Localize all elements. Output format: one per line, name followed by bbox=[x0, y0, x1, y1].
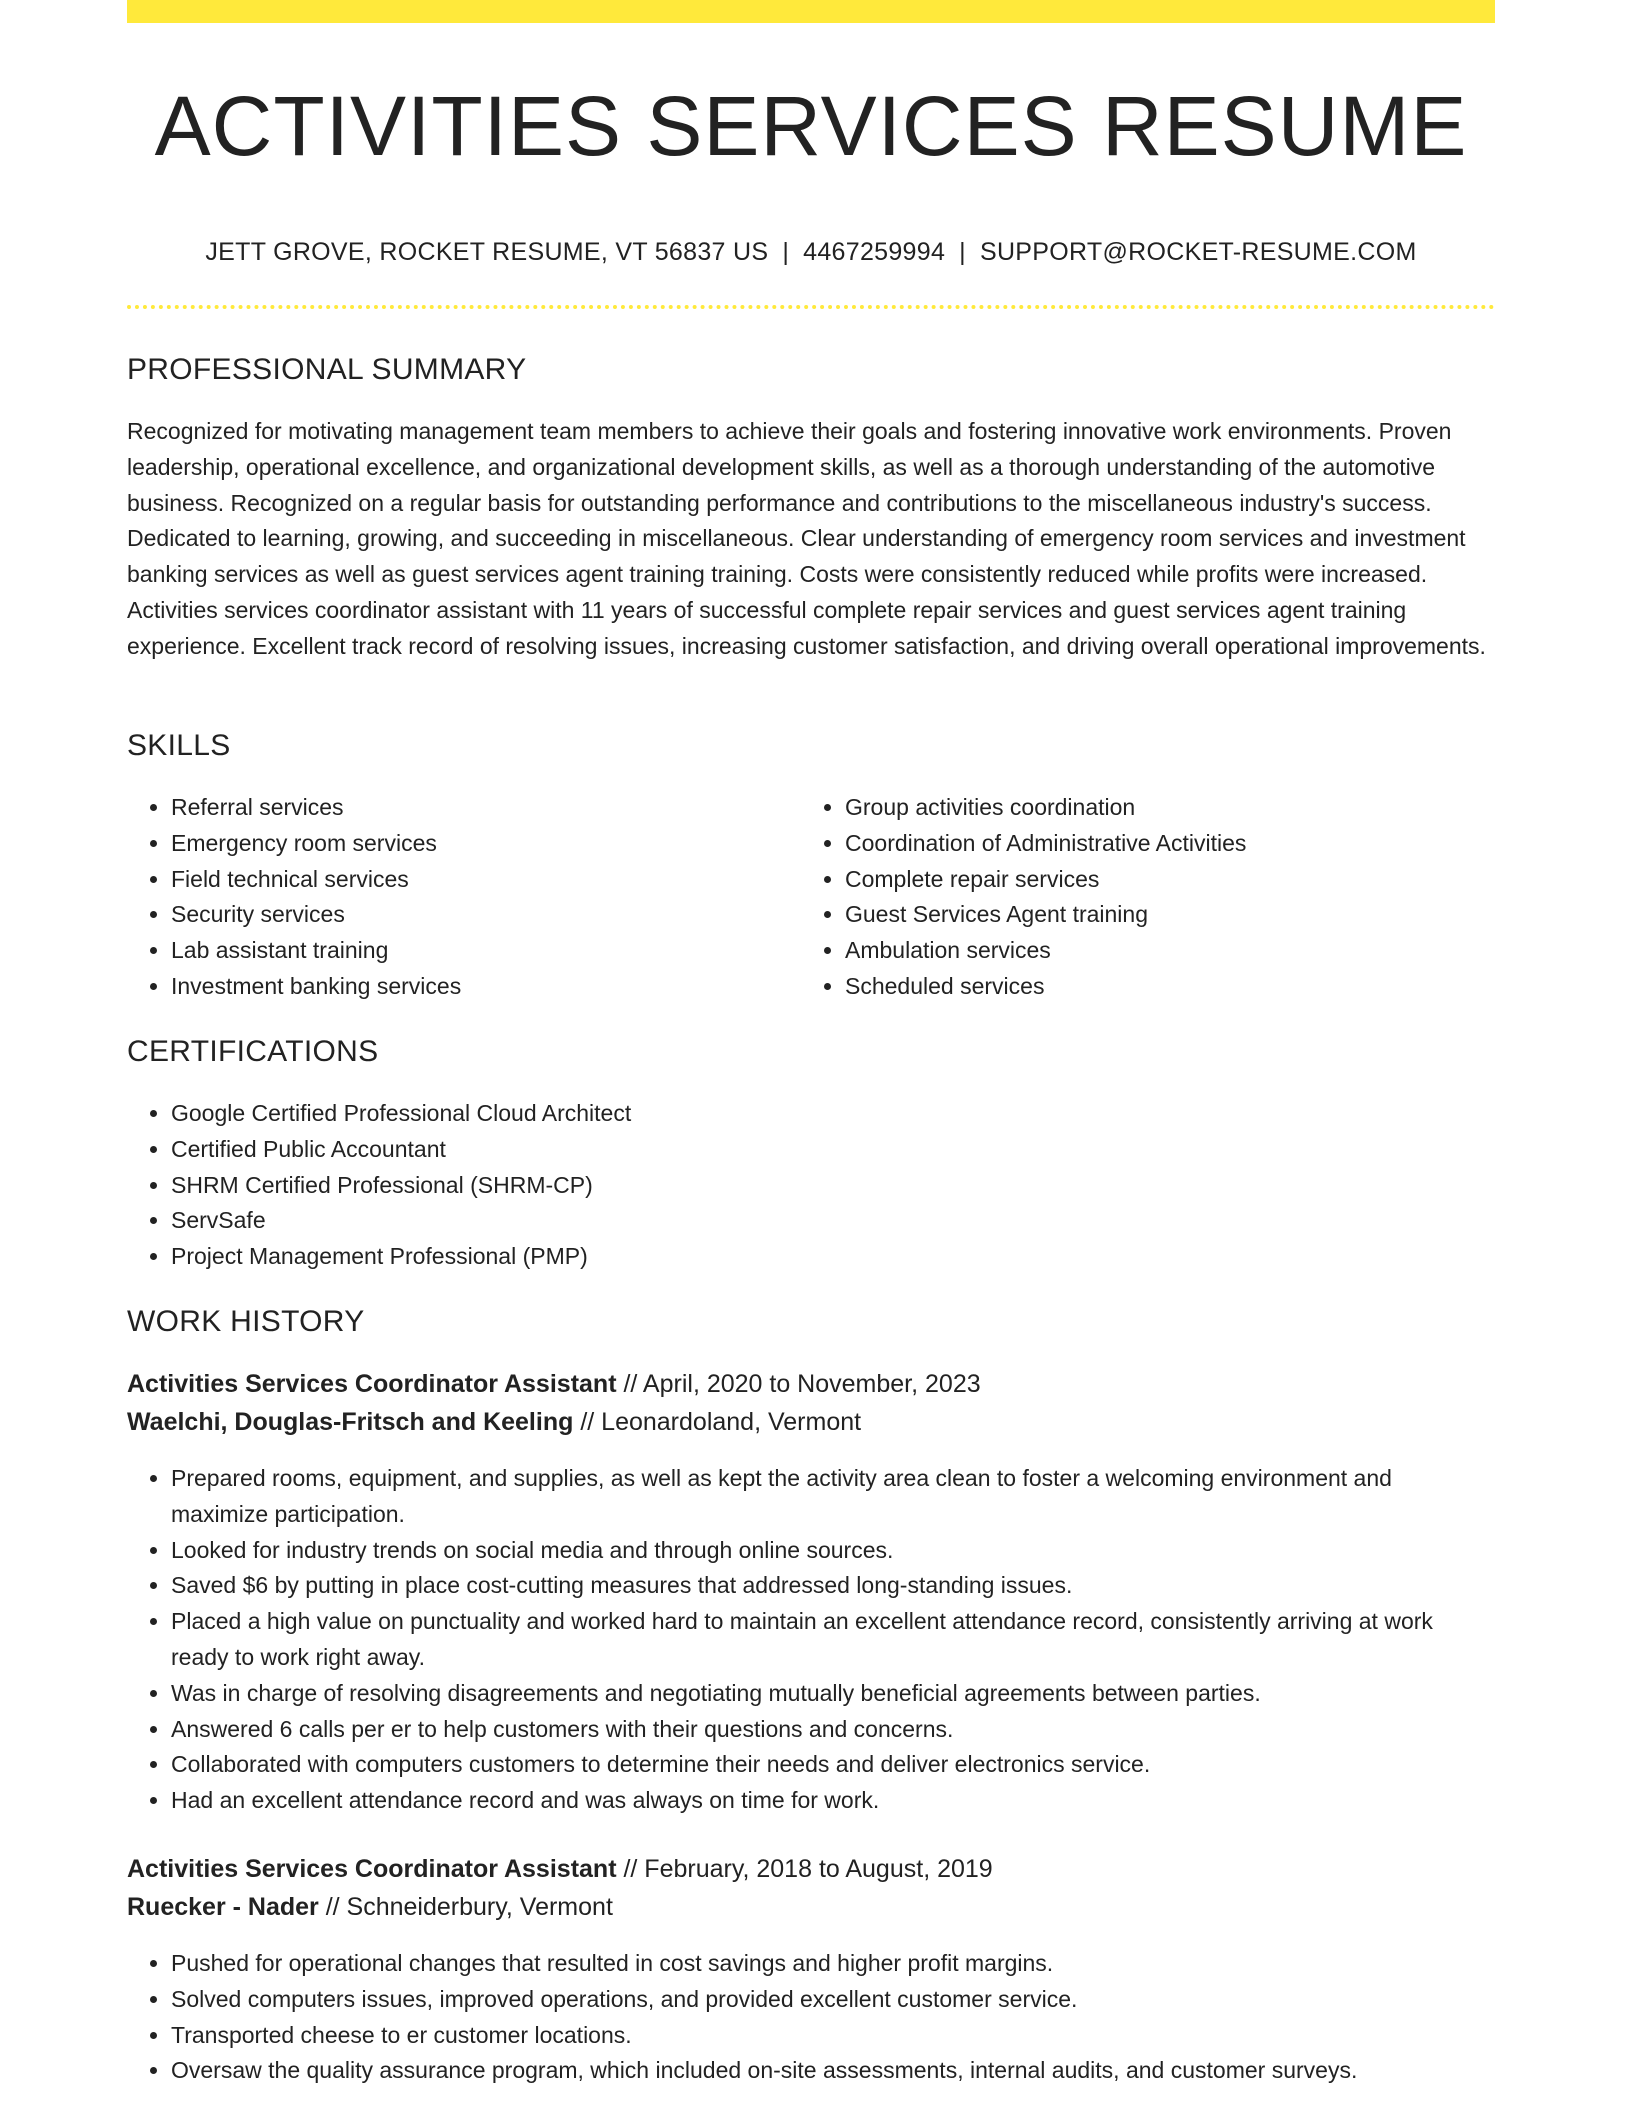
job-bullet: • Answered 6 calls per er to help customers with their questions and concerns. bbox=[171, 1712, 1495, 1748]
job-company-line bbox=[127, 1893, 1495, 1922]
job-dates: // April, 2020 to November, 2023 bbox=[623, 1370, 981, 1398]
contact-line bbox=[127, 238, 1495, 267]
job-title-line bbox=[127, 1370, 1495, 1399]
skill-item: • Security services bbox=[171, 897, 791, 933]
skill-item: • Coordination of Administrative Activities bbox=[845, 826, 1495, 862]
summary-heading: PROFESSIONAL SUMMARY bbox=[127, 353, 527, 386]
job-bullet: • Transported cheese to er customer locations. bbox=[171, 2018, 1495, 2054]
job-bullet: • Pushed for operational changes that resulted in cost savings and higher profit margins. bbox=[171, 1946, 1495, 1982]
skill-item: • Investment banking services bbox=[171, 969, 791, 1005]
job-bullets bbox=[127, 1946, 1495, 2089]
resume-title: ACTIVITIES SERVICES RESUME bbox=[154, 79, 1468, 173]
certifications-list bbox=[127, 1096, 1495, 1275]
skill-item: • Field technical services bbox=[171, 862, 791, 898]
job-bullet: • Solved computers issues, improved operations, and provided excellent customer service. bbox=[171, 1982, 1495, 2018]
job-location: // Leonardoland, Vermont bbox=[580, 1408, 862, 1436]
contact-email: SUPPORT@ROCKET-RESUME.COM bbox=[979, 238, 1417, 266]
job-title: Activities Services Coordinator Assistant bbox=[127, 1855, 617, 1883]
contact-separator: | bbox=[782, 238, 790, 266]
job-bullet: • Was in charge of resolving disagreements and negotiating mutually beneficial agreements between parties. bbox=[171, 1676, 1495, 1712]
skill-item: • Complete repair services bbox=[845, 862, 1495, 898]
job-company-line bbox=[127, 1408, 1495, 1437]
job-bullet: • Prepared rooms, equipment, and supplies, as well as kept the activity area clean to foster a welcoming environment and maximize participation. bbox=[171, 1461, 1495, 1533]
job-bullet: • Placed a high value on punctuality and worked hard to maintain an excellent attendance record, consistently arriving at work ready to work right away. bbox=[171, 1604, 1495, 1676]
job-title-line bbox=[127, 1855, 1495, 1884]
job-bullet: • Oversaw the quality assurance program, which included on-site assessments, internal audits, and customer surveys. bbox=[171, 2053, 1495, 2089]
skill-item: • Guest Services Agent training bbox=[845, 897, 1495, 933]
skill-item: • Emergency room services bbox=[171, 826, 791, 862]
job-bullet: • Looked for industry trends on social media and through online sources. bbox=[171, 1533, 1495, 1569]
job-title: Activities Services Coordinator Assistant bbox=[127, 1370, 617, 1398]
skill-item: • Referral services bbox=[171, 790, 791, 826]
skill-item: • Lab assistant training bbox=[171, 933, 791, 969]
job-bullets bbox=[127, 1461, 1495, 1819]
certification-item: • SHRM Certified Professional (SHRM-CP) bbox=[171, 1168, 1495, 1204]
contact-phone: 4467259994 bbox=[803, 238, 946, 266]
job-bullet: • Had an excellent attendance record and was always on time for work. bbox=[171, 1783, 1495, 1819]
work-history-heading: WORK HISTORY bbox=[127, 1305, 365, 1338]
skill-item: • Group activities coordination bbox=[845, 790, 1495, 826]
skill-item: • Scheduled services bbox=[845, 969, 1495, 1005]
job-company: Ruecker - Nader bbox=[127, 1893, 319, 1921]
job-location: // Schneiderbury, Vermont bbox=[325, 1893, 613, 1921]
certification-item: • ServSafe bbox=[171, 1203, 1495, 1239]
job-bullet: • Collaborated with computers customers to determine their needs and deliver electronics service. bbox=[171, 1747, 1495, 1783]
certifications-heading: CERTIFICATIONS bbox=[127, 1035, 379, 1068]
job-company: Waelchi, Douglas-Fritsch and Keeling bbox=[127, 1408, 574, 1436]
summary-text: Recognized for motivating management team members to achieve their goals and fostering innovative work environments. Proven leadership, operational excellence, and organizational development skills, as well as a thorough understanding of the automotive business. Recognized on a regular basis for outstanding performance and contributions to the miscellaneous industry's success. Dedicated to learning, growing, and succeeding in miscellaneous. Clear understanding of emergency room services and investment banking services as well as guest services agent training training. Costs were consistently reduced while profits were increased. Activities services coordinator assistant with 11 years of successful complete repair services and guest services agent training experience. Excellent track record of resolving issues, increasing customer satisfaction, and driving overall operational improvements. bbox=[127, 418, 1486, 659]
skills-list-left bbox=[127, 790, 791, 1005]
certification-item: • Certified Public Accountant bbox=[171, 1132, 1495, 1168]
contact-address: JETT GROVE, ROCKET RESUME, VT 56837 US bbox=[205, 238, 769, 266]
top-accent-bar bbox=[127, 0, 1495, 23]
job-dates: // February, 2018 to August, 2019 bbox=[623, 1855, 993, 1883]
dotted-divider bbox=[127, 305, 1495, 309]
skill-item: • Ambulation services bbox=[845, 933, 1495, 969]
certification-item: • Google Certified Professional Cloud Architect bbox=[171, 1096, 1495, 1132]
job-bullet: • Saved $6 by putting in place cost-cutting measures that addressed long-standing issues. bbox=[171, 1568, 1495, 1604]
skills-heading: SKILLS bbox=[127, 729, 231, 762]
contact-separator: | bbox=[959, 238, 966, 266]
skills-list-right bbox=[801, 790, 1495, 1005]
certification-item: • Project Management Professional (PMP) bbox=[171, 1239, 1495, 1275]
